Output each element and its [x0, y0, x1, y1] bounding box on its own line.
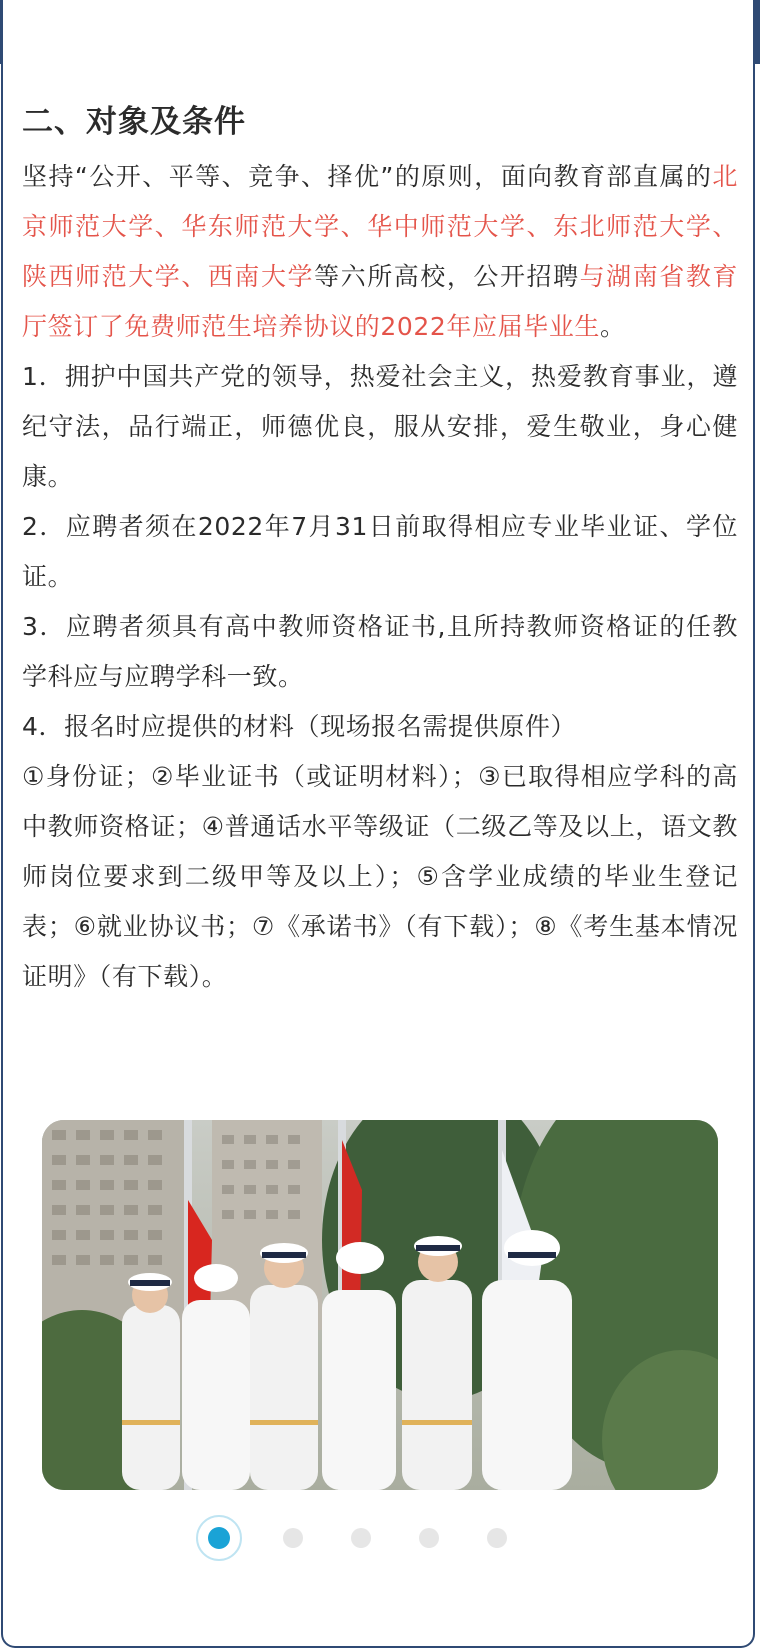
- carousel-dot-4[interactable]: [419, 1528, 439, 1548]
- intro-text-2: 等六所高校，公开招聘: [314, 262, 580, 291]
- intro-target-graduates: 与湖南省教育厅签订了免费师范生培养协议的2022年应届毕业生: [22, 262, 738, 341]
- materials-list: ①身份证；②毕业证书（或证明材料）；③已取得相应学科的高中教师资格证；④普通话水平等级证（二级乙等及以上，语文教师岗位要求到二级甲等及以上）；⑤含学业成绩的毕业生登记表；⑥就业协议书；⑦《承诺书》（有下载）；⑧《考生基本情况证明》（有下载）。: [22, 762, 738, 991]
- section-heading: 二、对象及条件: [22, 104, 246, 140]
- condition-item-1: 1．拥护中国共产党的领导，热爱社会主义，热爱教育事业，遵纪守法，品行端正，师德优良，服从安排，爱生敬业，身心健康。: [22, 362, 738, 491]
- flag-raising-photo: [42, 1120, 718, 1490]
- carousel-dot-5[interactable]: [487, 1528, 507, 1548]
- condition-item-2: 2．应聘者须在2022年7月31日前取得相应专业毕业证、学位证。: [22, 512, 738, 591]
- carousel-indicator: [0, 1512, 760, 1562]
- intro-text-3: 。: [600, 312, 626, 341]
- condition-item-4: 4．报名时应提供的材料（现场报名需提供原件）: [22, 712, 577, 741]
- carousel-photo[interactable]: [42, 1120, 718, 1490]
- carousel-dot-1[interactable]: [196, 1515, 242, 1561]
- carousel-dot-3[interactable]: [351, 1528, 371, 1548]
- article-content: [22, 96, 738, 1002]
- condition-item-3: 3．应聘者须具有高中教师资格证书,且所持教师资格证的任教学科应与应聘学科一致。: [22, 612, 738, 691]
- intro-universities: 北京师范大学、华东师范大学、华中师范大学、东北师范大学、陕西师范大学、西南大学: [22, 162, 738, 291]
- intro-text-1: 坚持“公开、平等、竞争、择优”的原则，面向教育部直属的: [22, 162, 713, 191]
- intro-paragraph: [22, 152, 738, 352]
- carousel-dot-2[interactable]: [283, 1528, 303, 1548]
